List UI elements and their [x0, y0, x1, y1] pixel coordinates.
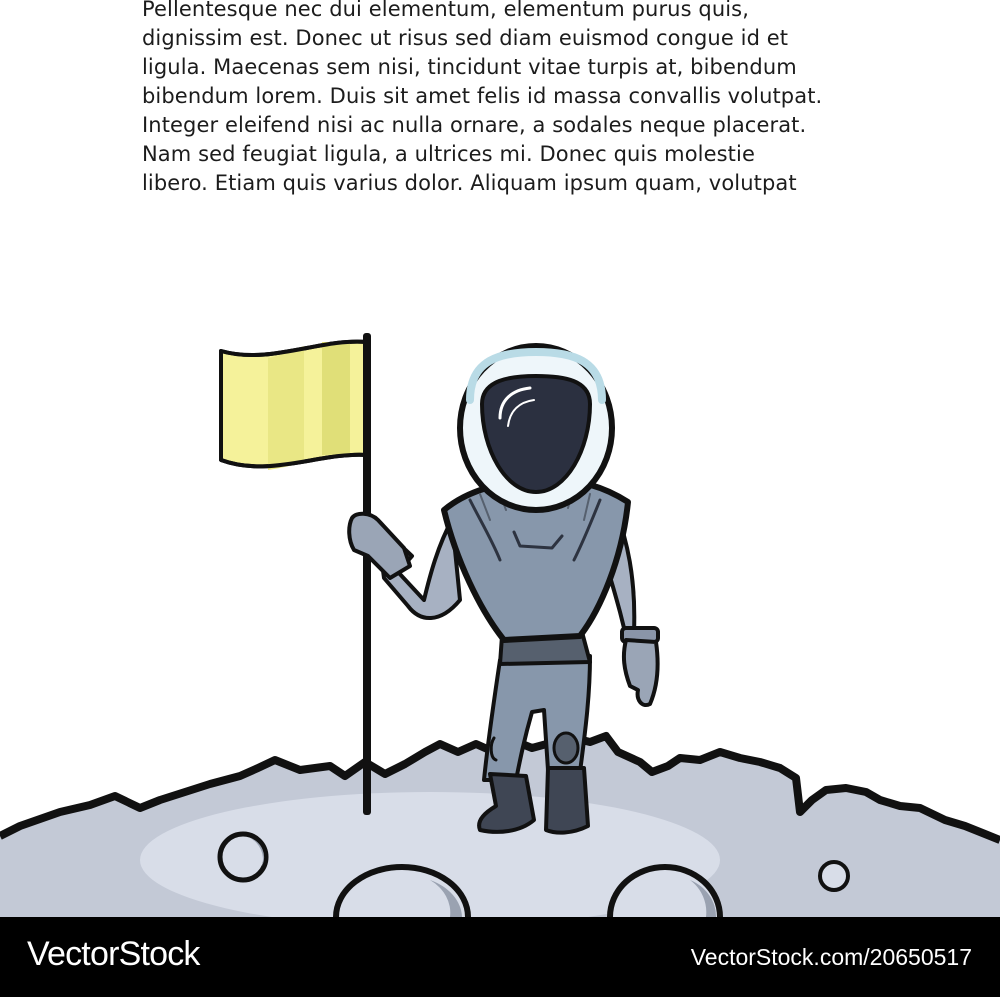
text-line: Pellentesque nec dui elementum, elementum purus quis,	[142, 0, 749, 21]
text-line: dignissim est. Donec ut risus sed diam euismod congue id et	[142, 26, 789, 50]
text-line: ligula. Maecenas sem nisi, tincidunt vitae turpis at, bibendum	[142, 55, 797, 79]
text-line: libero. Etiam quis varius dolor. Aliquam ipsum quam, volutpat	[142, 171, 797, 195]
text-line: Nam sed feugiat ligula, a ultrices mi. Donec quis molestie	[142, 142, 755, 166]
crater	[220, 834, 266, 880]
text-line: bibendum lorem. Duis sit amet felis id massa convallis volutpat.	[142, 84, 823, 108]
vectorstock-logo: VectorStock	[27, 935, 200, 973]
image-id-text: VectorStock.com/20650517	[690, 944, 972, 970]
text-line: Integer eleifend nisi ac nulla ornare, a sodales neque placerat.	[142, 113, 807, 137]
crater	[820, 862, 848, 890]
watermark-footer	[0, 917, 1000, 997]
flag	[221, 333, 371, 815]
flag-pole	[363, 333, 371, 815]
